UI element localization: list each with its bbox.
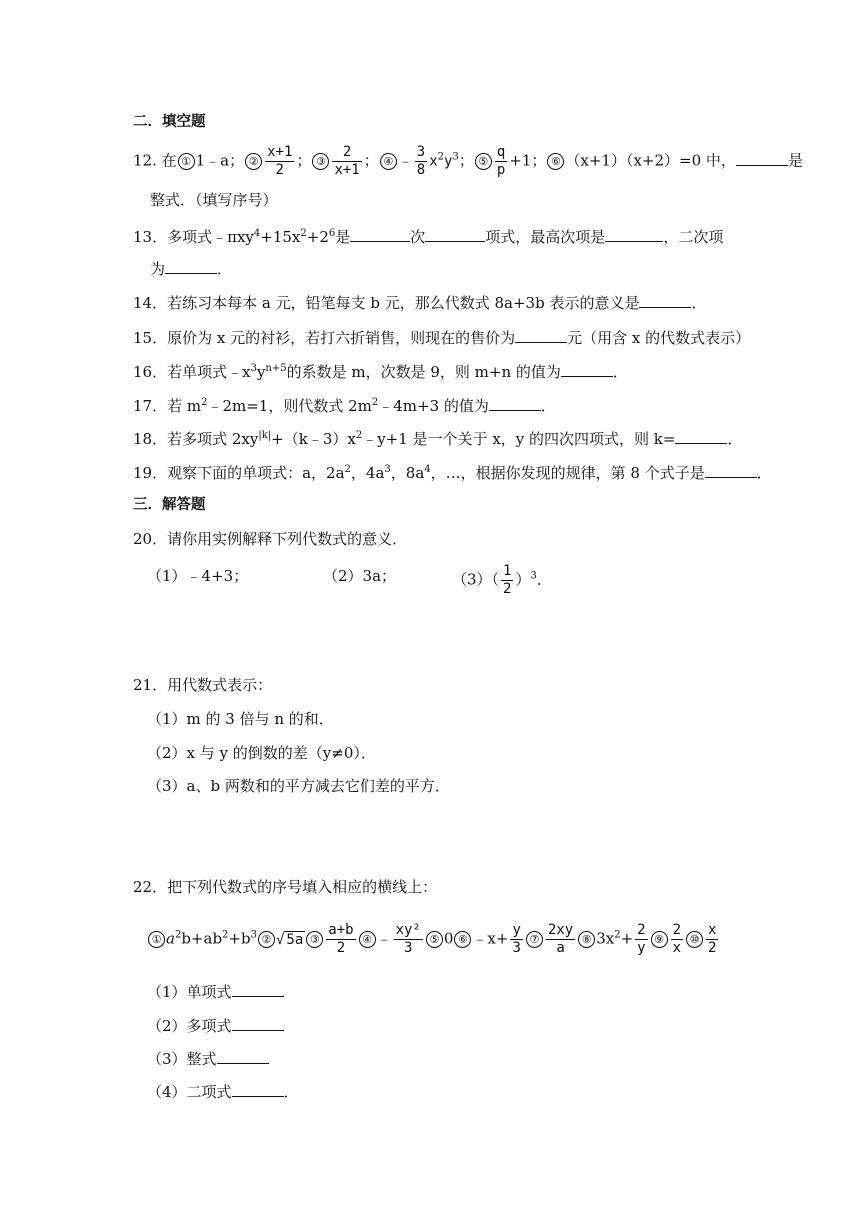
question-14: 14．若练习本每本 a 元，铅笔每支 b 元，那么代数式 8a+3b 表示的意义是 ． — [133, 294, 707, 312]
circled-number-2: ② — [258, 931, 275, 948]
q21-part-2: （2）x 与 y 的倒数的差（y≠0）． — [147, 744, 376, 762]
circled-number-5: ⑤ — [426, 931, 443, 948]
answer-blank[interactable] — [605, 227, 663, 242]
circled-number-1: ① — [148, 931, 165, 948]
fraction: $\frac{3}{8}$ — [416, 144, 426, 178]
question-13-line-2: 为 ． — [150, 260, 233, 278]
answer-blank[interactable] — [489, 396, 541, 411]
circled-number-4: ④ — [380, 153, 397, 170]
answer-blank[interactable] — [639, 293, 691, 308]
answer-blank[interactable] — [217, 1049, 269, 1064]
q12-expr-1: 1﹣a； — [195, 151, 245, 170]
question-17: 17．若 $m^2﹣2m=1$，则代数式 $2m^2﹣4m+3$ 的值为 ． — [133, 397, 556, 415]
circled-number-9: ⑨ — [651, 931, 668, 948]
answer-blank[interactable] — [515, 328, 567, 343]
answer-blank[interactable] — [232, 1016, 284, 1031]
q20-part-2: （2）3a； — [323, 567, 397, 585]
q21-part-1: （1）m 的 3 倍与 n 的和． — [147, 710, 334, 728]
q12-number: 12. 在 — [133, 151, 177, 170]
question-12: 12. 在 ① 1﹣a； ② $\frac{x+1}{2}$ ； ③ $\frac{2}{x+1}$ ； ④ ﹣ $\frac{3}{8}$ $x^2y^3$； ⑤ $\frac{q}{p}$ +1； ⑥ （x+1）（x+2）=0 中， 是 — [133, 144, 803, 178]
answer-blank[interactable] — [165, 259, 217, 274]
q20-part-3: （3）（ $\frac{1}{2}$ ）$^3$． — [452, 563, 552, 597]
circled-number-1: ① — [178, 153, 195, 170]
fraction: $\frac{\text{xy²}}{3}$ — [395, 922, 421, 956]
q22-answer-4: （4）二项式 ． — [147, 1083, 299, 1101]
answer-blank[interactable] — [350, 227, 410, 242]
fraction: $\frac{2xy}{a}$ — [547, 922, 574, 956]
section-title-fill-in: 二．填空题 — [133, 114, 206, 130]
circled-number-6: ⑥ — [454, 931, 471, 948]
question-16: 16．若单项式$﹣x^3y^{n+5}$的系数是 m，次数是 9，则 m+n 的值为 ． — [133, 363, 628, 381]
fraction: $\frac{x+1}{2}$ — [267, 144, 293, 178]
question-13: 13．多项式$﹣\pi xy^4+15x^2+2^6$是 次 项式，最高次项是 ，二次项 — [133, 228, 724, 246]
question-21-title: 21．用代数式表示： — [133, 676, 273, 694]
fraction: $\frac{y}{3}$ — [512, 922, 521, 956]
fraction: $\frac{2}{y}$ — [637, 922, 646, 956]
question-19: 19．观察下面的单项式：a，$2a^2$，$4a^3$，$8a^4$，…，根据你发现的规律，第 8 个式子是 ． — [133, 464, 772, 482]
q22-answer-3: （3）整式 — [147, 1048, 269, 1070]
fraction: $\frac{x}{2}$ — [708, 922, 717, 956]
answer-blank[interactable] — [675, 429, 727, 444]
section-title-answer: 三．解答题 — [133, 497, 206, 513]
square-root: √ 5a — [275, 931, 304, 948]
q22-expressions: ① $a^2b+ab^2+b^3$ ② √ 5a ③ $\frac{a+b}{2}$ ④ ﹣ $\frac{\text{xy²}}{3}$ ⑤ 0 ⑥ ﹣x+ $\frac{y}{3}$ ⑦ $\frac{2xy}{a}$ ⑧ $3x^2+$ $\frac{2}{y}$ ⑨ $\frac{2}{x}$ ⑩ $\frac{x}{2}$ — [147, 922, 720, 957]
circled-number-4: ④ — [359, 931, 376, 948]
circled-number-7: ⑦ — [526, 931, 543, 948]
answer-blank[interactable] — [705, 463, 757, 478]
q22-answer-2: （2）多项式 — [147, 1015, 284, 1037]
fraction: $\frac{2}{x}$ — [672, 922, 682, 956]
circled-number-10: ⑩ — [686, 931, 703, 948]
fraction: $\frac{2}{x+1}$ — [334, 144, 360, 178]
answer-blank[interactable] — [736, 151, 788, 166]
q22-answer-1: （1）单项式 — [147, 981, 284, 1003]
circled-number-8: ⑧ — [578, 931, 595, 948]
q20-part-1: （1）﹣4+3； — [147, 567, 249, 585]
question-15: 15．原价为 x 元的衬衫，若打六折销售，则现在的售价为 元（用含 x 的代数式表示） — [133, 329, 751, 347]
circled-number-6: ⑥ — [547, 153, 564, 170]
question-18: 18．若多项式 $2xy^{|k|}+(k﹣3)x^2﹣y+1$ 是一个关于 x，y 的四次四项式，则 k= ． — [133, 430, 743, 448]
fraction: $\frac{1}{2}$ — [503, 563, 512, 597]
answer-blank[interactable] — [232, 982, 284, 997]
circled-number-3: ③ — [306, 931, 323, 948]
circled-number-2: ② — [245, 153, 262, 170]
answer-blank[interactable] — [425, 227, 485, 242]
question-22-title: 22．把下列代数式的序号填入相应的横线上： — [133, 878, 438, 896]
answer-blank[interactable] — [232, 1082, 284, 1097]
q12-line-2: 整式．（填写序号） — [150, 191, 278, 209]
fraction: $\frac{q}{p}$ — [496, 144, 506, 178]
q21-part-3: （3）a、b 两数和的平方减去它们差的平方． — [147, 777, 450, 795]
question-20-title: 20．请你用实例解释下列代数式的意义． — [133, 530, 408, 548]
fraction: $\frac{a+b}{2}$ — [328, 922, 354, 956]
circled-number-5: ⑤ — [475, 153, 492, 170]
circled-number-3: ③ — [312, 153, 329, 170]
answer-blank[interactable] — [561, 362, 613, 377]
